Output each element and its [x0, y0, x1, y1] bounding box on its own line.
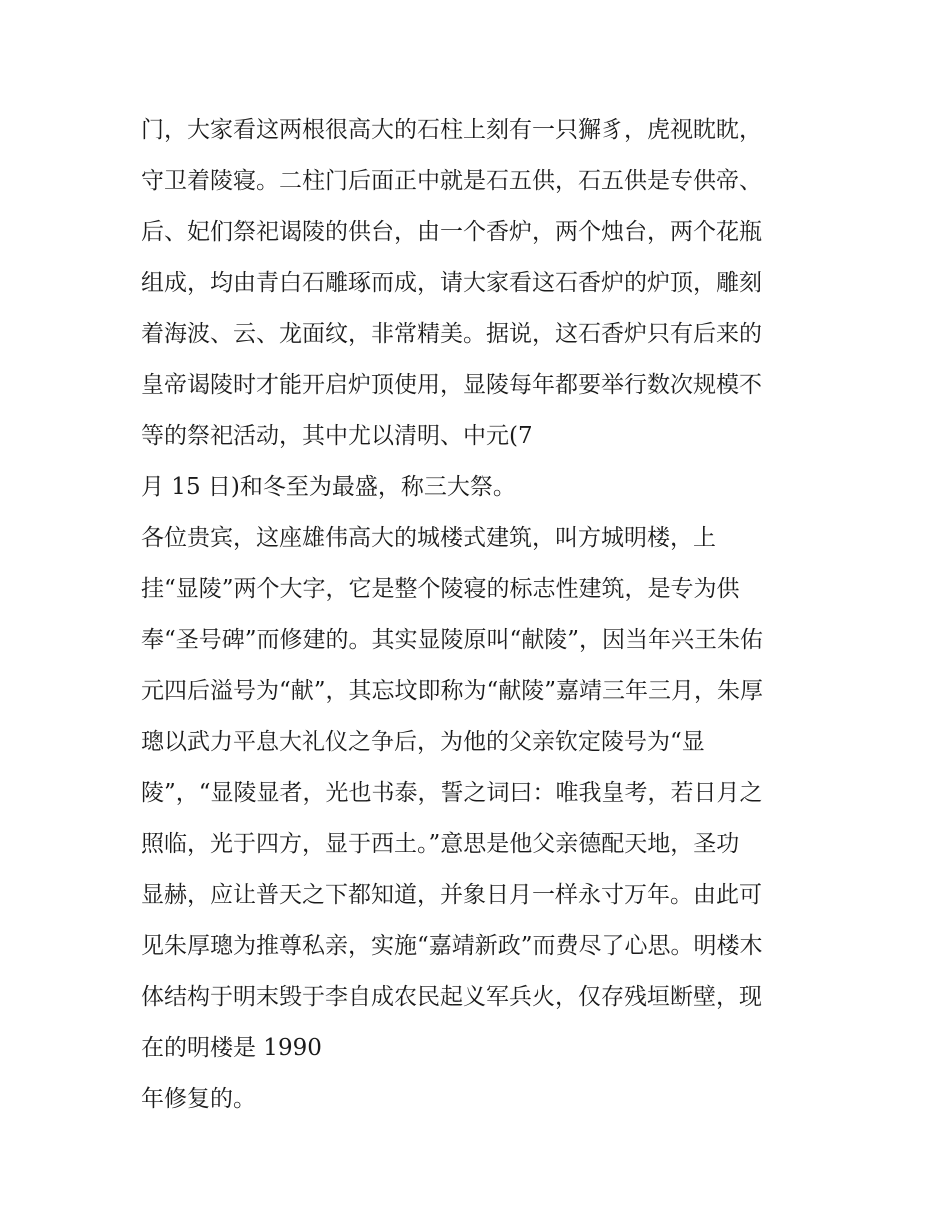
text-line: 年修复的。	[141, 1086, 256, 1112]
text-line: 在的明楼是 1990	[141, 1035, 322, 1061]
text-line: 门，大家看这两根很高大的石柱上刻有一只獬豸，虎视眈眈，	[141, 117, 762, 143]
text-line: 月 15 日)和冬至为最盛，称三大祭。	[141, 474, 516, 500]
text-line: 显赫，应让普天之下都知道，并象日月一样永寸万年。由此可	[141, 882, 762, 908]
text-line: 守卫着陵寝。二柱门后面正中就是石五供，石五供是专供帝、	[141, 168, 762, 194]
body-text	[141, 105, 821, 1125]
text-line: 体结构于明末毁于李自成农民起义军兵火，仅存残垣断壁，现	[141, 984, 762, 1010]
text-line: 奉“圣号碑”而修建的。其实显陵原叫“献陵”，因当年兴王朱佑	[141, 627, 764, 653]
text-line: 等的祭祀活动，其中尤以清明、中元(7	[141, 423, 533, 449]
text-line: 陵”，“显陵显者，光也书泰，誓之词曰：唯我皇考，若日月之	[141, 780, 763, 806]
text-line: 璁以武力平息大礼仪之争后，为他的父亲钦定陵号为“显	[141, 729, 705, 755]
text-line: 各位贵宾，这座雄伟高大的城楼式建筑，叫方城明楼，上	[141, 525, 716, 551]
text-line: 挂“显陵”两个大字，它是整个陵寝的标志性建筑，是专为供	[141, 576, 740, 602]
text-line: 着海波、云、龙面纹，非常精美。据说，这石香炉只有后来的	[141, 321, 762, 347]
text-line: 照临，光于四方，显于西土。”意思是他父亲德配天地，圣功	[141, 831, 740, 857]
text-line: 元四后溢号为“献”，其忘坟即称为“献陵”嘉靖三年三月，朱厚	[141, 678, 764, 704]
text-line: 后、妃们祭祀谒陵的供台，由一个香炉，两个烛台，两个花瓶	[141, 219, 762, 245]
text-line: 见朱厚璁为推尊私亲，实施“嘉靖新政”而费尽了心思。明楼木	[141, 933, 763, 959]
text-line: 皇帝谒陵时才能开启炉顶使用，显陵每年都要举行数次规模不	[141, 372, 762, 398]
text-line: 组成，均由青白石雕琢而成，请大家看这石香炉的炉顶，雕刻	[141, 270, 762, 296]
